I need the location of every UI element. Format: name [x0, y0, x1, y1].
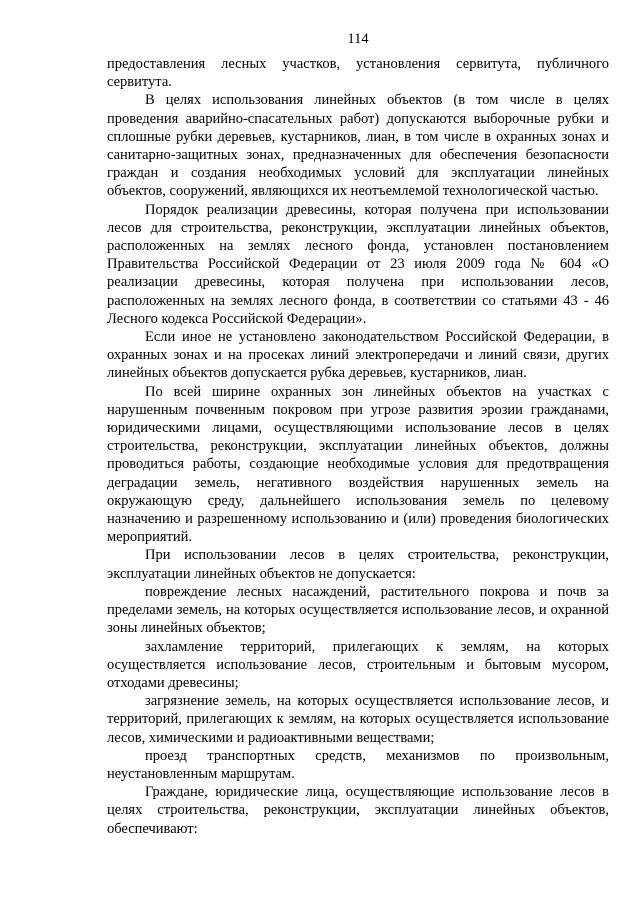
paragraph-9: загрязнение земель, на которых осуществляется использование лесов, и территорий, прилегающих к землям, на которых осуществляется использование лесов, химическими и радиоактивными веществами;: [107, 693, 609, 746]
paragraph-11: Граждане, юридические лица, осуществляющие использование лесов в целях строительства, реконструкции, эксплуатации линейных объектов, обеспечивают:: [107, 784, 609, 837]
paragraph-2: В целях использования линейных объектов (в том числе в целях проведения аварийно-спасательных работ) допускаются выборочные рубки и сплошные рубки деревьев, кустарников, лиан, в том числе в охранных зонах и санитарно-защитных зонах, предназначенных для обеспечения безопасности граждан и создания необходимых условий для эксплуатации линейных объектов, сооружений, являющихся их неотъемлемой технологической частью.: [107, 92, 609, 200]
paragraph-1: предоставления лесных участков, установления сервитута, публичного сервитута.: [107, 56, 609, 91]
page-number: 114: [347, 31, 369, 47]
paragraph-7: повреждение лесных насаждений, растительного покрова и почв за пределами земель, на которых осуществляется использование лесов, и охранной зоны линейных объектов;: [107, 583, 609, 637]
body-text: [107, 55, 609, 838]
paragraph-4: Если иное не установлено законодательством Российской Федерации, в охранных зонах и на просеках линий электропередачи и линий связи, других линейных объектов допускается рубка деревьев, кустарников, лиан.: [107, 329, 609, 382]
document-page: [107, 30, 609, 838]
paragraph-5: По всей ширине охранных зон линейных объектов на участках с нарушенным почвенным покровом при угрозе развития эрозии гражданами, юридическими лицами, осуществляющими использование лесов в целях строительства, реконструкции, эксплуатации линейных объектов, должны проводиться работы, создающие необходимые условия для предотвращения деградации земель, негативного воздействия нарушенных земель на окружающую среду, дальнейшего использования земель по целевому назначению и разрешенному использованию и (или) проведения биологических мероприятий.: [107, 383, 609, 546]
paragraph-6: При использовании лесов в целях строительства, реконструкции, эксплуатации линейных объектов не допускается:: [107, 547, 609, 582]
paragraph-8: захламление территорий, прилегающих к землям, на которых осуществляется использование лесов, строительным и бытовым мусором, отходами древесины;: [107, 638, 609, 691]
paragraph-3: Порядок реализации древесины, которая получена при использовании лесов для строительства, реконструкции, эксплуатации линейных объектов, расположенных на землях лесного фонда, установлен постановлением Правительства Российской Федерации от 23 июля 2009 года № 604 «О реализации древесины, которая получена при использовании лесов, расположенных на землях лесного фонда, в соответствии со статьями 43 - 46 Лесного кодекса Российской Федерации».: [107, 201, 609, 327]
paragraph-10: проезд транспортных средств, механизмов по произвольным, неустановленным маршрутам.: [107, 747, 609, 782]
